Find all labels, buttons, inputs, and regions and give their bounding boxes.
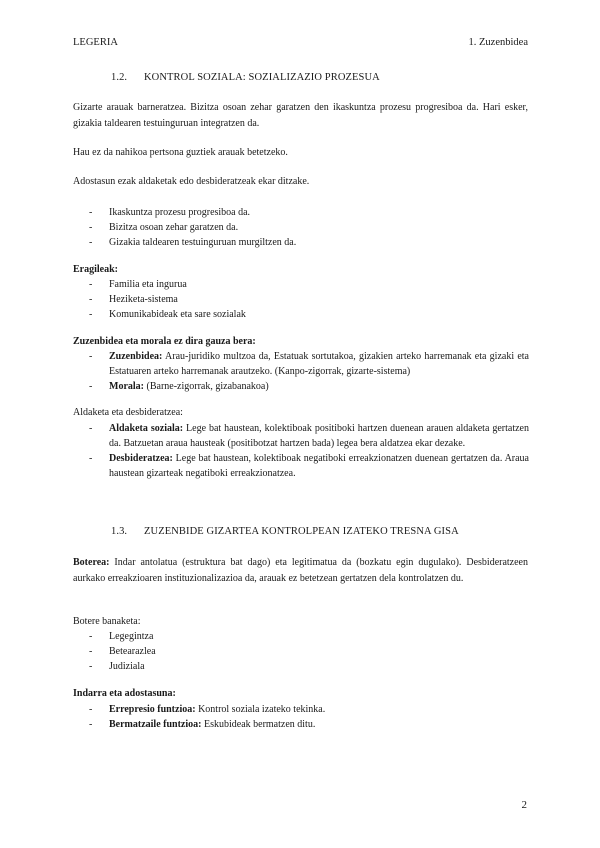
header-right: 1. Zuzenbidea <box>468 37 528 48</box>
section-number: 1.3. <box>111 526 128 537</box>
section-heading-1-2 <box>111 72 380 83</box>
list-eragileak <box>89 277 529 322</box>
paragraph-boterea: Boterea: Indar antolatua (estruktura bat dago) eta legitimatua da (bozkatu egin dugulako). Desbideratzeen aurkako erreakzioaren instituzionalizazioa da, arauak ez betetzean gertatzen dela kontrolatzen du. <box>73 557 528 584</box>
list-item: - Betearazlea <box>89 646 156 657</box>
list-botere-banaketa <box>89 629 529 674</box>
header-left: LEGERIA <box>73 37 118 48</box>
heading-botere-banaketa: Botere banaketa: <box>73 616 141 627</box>
section-title: KONTROL SOZIALA: SOZIALIZAZIO PROZESUA <box>144 72 380 83</box>
section-title: ZUZENBIDE GIZARTEA KONTROLPEAN IZATEKO TRESNA GISA <box>144 526 459 537</box>
heading-indarra-adostasuna: Indarra eta adostasuna: <box>73 688 176 699</box>
heading-eragileak: Eragileak: <box>73 264 118 275</box>
list-item: - Judiziala <box>89 661 145 672</box>
paragraph-disagreement: Adostasun ezak aldaketak edo desbideratzeak ekar ditzake. <box>73 176 310 187</box>
list-aldaketa <box>89 421 529 481</box>
list-item: - Gizakia taldearen testuinguruan murgiltzen da. <box>89 237 297 248</box>
section-heading-1-3 <box>111 526 459 537</box>
section-number: 1.2. <box>111 72 128 83</box>
list-item: - Errepresio funtzioa: Kontrol soziala izateko tekinka. <box>89 704 326 715</box>
list-socialization-features <box>89 205 529 250</box>
paragraph-intro: Gizarte arauak barneratzea. Bizitza osoan zehar garatzen den ikaskuntza prozesu progresiboa da. Hari esker, gizakia taldearen testuinguruan integratzen da. <box>73 102 528 129</box>
list-item: - Desbideratzea: Lege bat haustean, kolektiboak negatiboki erreakzionatzen duenean gertatzen da. Araua haustean gizarteak negatiboki erreakzionatzea. <box>89 453 529 479</box>
list-item: - Legegintza <box>89 631 154 642</box>
list-item: - Komunikabideak eta sare sozialak <box>89 309 246 320</box>
list-item: - Heziketa-sistema <box>89 294 178 305</box>
list-zuzenbidea-morala <box>89 349 529 394</box>
paragraph-not-enough: Hau ez da nahikoa pertsona guztiek arauak betetzeko. <box>73 147 288 158</box>
list-item: - Zuzenbidea: Arau-juridiko multzoa da, Estatuak sortutakoa, gizakien arteko harremanak eta gizaki eta Estatuaren arteko harremanak arautzeko. (Kanpo-zigorrak, gizarte-sistema) <box>89 351 529 377</box>
page-number: 2 <box>521 799 527 811</box>
heading-aldaketa: Aldaketa eta desbideratzea: <box>73 407 183 418</box>
list-item: - Morala: (Barne-zigorrak, gizabanakoa) <box>89 381 269 392</box>
list-item: - Bermatzaile funtzioa: Eskubideak bermatzen ditu. <box>89 719 316 730</box>
list-item: - Ikaskuntza prozesu progresiboa da. <box>89 207 251 218</box>
list-indarra-adostasuna <box>89 702 529 732</box>
list-item: - Aldaketa soziala: Lege bat haustean, kolektiboak positiboki hartzen duenean arauen aldaketa gertatzen da. Batzuetan araua hausteak (positibotzat hartzen bada) legea bera aldatzea ekar dezake. <box>89 423 529 449</box>
list-item: - Familia eta ingurua <box>89 279 187 290</box>
list-item: - Bizitza osoan zehar garatzen da. <box>89 222 239 233</box>
heading-zuzenbidea-morala: Zuzenbidea eta morala ez dira gauza bera: <box>73 336 256 347</box>
